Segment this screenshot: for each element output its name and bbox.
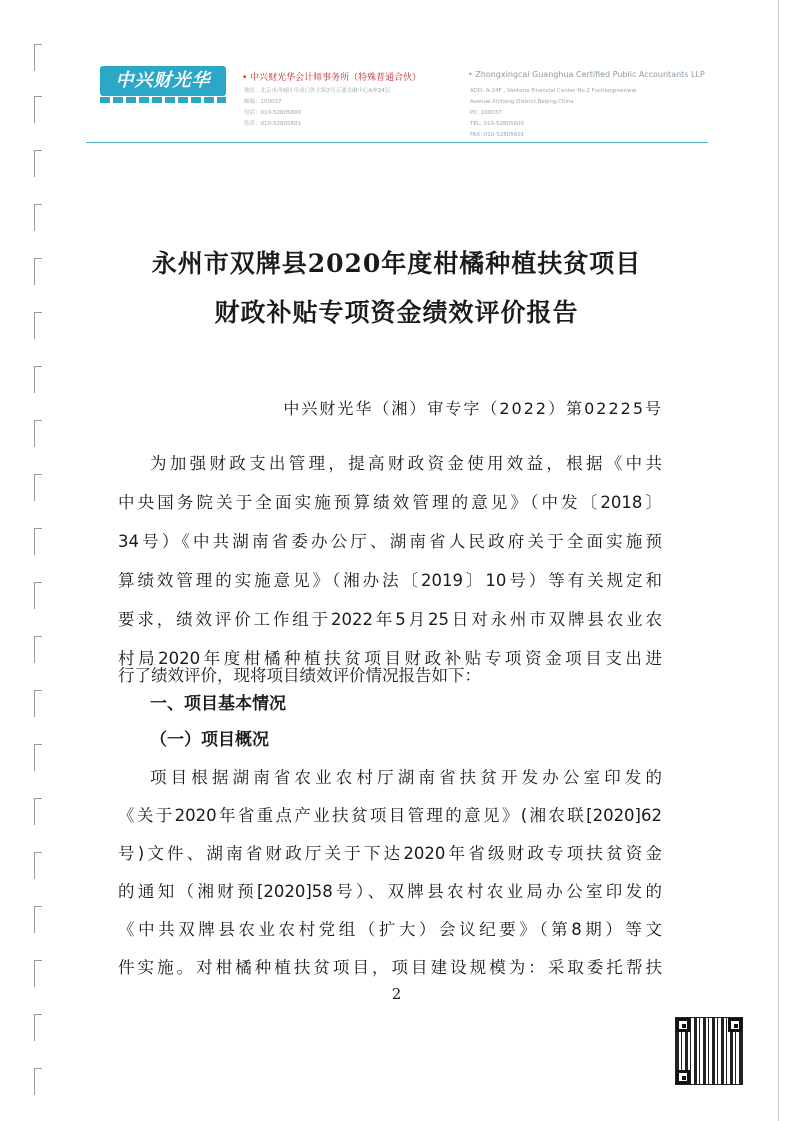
binding-mark — [34, 150, 42, 151]
binding-mark — [34, 636, 42, 637]
paragraph-line: 34号）《中共湖南省委办公厅、湖南省人民政府关于全面实施预 — [118, 532, 662, 551]
firm-logo-stripes — [100, 97, 226, 103]
qr-code[interactable] — [676, 1018, 742, 1084]
paragraph-line: 中央国务院关于全面实施预算绩效管理的意见》（中发〔2018〕 — [118, 493, 662, 512]
paragraph-line: 行了绩效评价，现将项目绩效评价情况报告如下： — [118, 666, 481, 685]
binding-mark — [34, 204, 42, 205]
firm-name-en: • Zhongxingcai Guanghua Certified Public Accountants LLP — [468, 70, 705, 79]
header-divider — [86, 142, 708, 143]
paragraph-line: 为加强财政支出管理，提高财政资金使用效益，根据《中共 — [150, 454, 662, 473]
letterhead-detail-line: FAX: 010-52805601 — [470, 132, 525, 138]
binding-mark — [34, 906, 42, 907]
letterhead-detail-line: PC: 100037 — [470, 110, 502, 116]
binding-mark — [34, 474, 42, 475]
letterhead-detail-line: Avenue,Xicheng District,Beijing,China — [470, 99, 574, 105]
firm-name-cn: • 中兴财光华会计师事务所（特殊普通合伙） — [242, 73, 422, 83]
binding-mark — [34, 528, 42, 529]
report-title-line-2: 财政补贴专项资金绩效评价报告 — [214, 298, 579, 327]
paragraph-line: 号)文件、湖南省财政厅关于下达2020年省级财政专项扶贫资金 — [118, 844, 662, 863]
letterhead-detail-line: 电话：010-52805600 — [244, 110, 301, 116]
paragraph-line: 件实施。对柑橘种植扶贫项目，项目建设规模为：采取委托帮扶 — [118, 958, 662, 977]
letterhead-detail-line: TEL: 010-52805600 — [470, 121, 524, 127]
report-title-line-1: 永州市双牌县2020年度柑橘种植扶贫项目 — [151, 249, 642, 278]
document-number: 中兴财光华（湘）审专字（2022）第02225号 — [283, 399, 663, 418]
binding-mark — [34, 798, 42, 799]
letterhead-detail-line: 邮编：100037 — [244, 99, 282, 105]
binding-mark — [34, 366, 42, 367]
letterhead-detail-line: 地址：北京市西城区阜成门外大街2号万通金融中心A座24层 — [244, 88, 391, 94]
page-edge-line — [778, 0, 779, 1121]
paragraph-line: 村局2020年度柑橘种植扶贫项目财政补贴专项资金项目支出进 — [118, 649, 662, 668]
letterhead-detail-line: ADD: A-24F , Vantone Financial Center No.2 Fuchengmenwai — [470, 88, 637, 94]
subsection-heading: （一）项目概况 — [150, 730, 269, 750]
paragraph-line: 《中共双牌县农业农村党组（扩大）会议纪要》（第8期）等文 — [118, 920, 662, 939]
binding-mark — [34, 960, 42, 961]
binding-mark — [34, 96, 42, 97]
qr-finder-pattern — [676, 1018, 690, 1032]
section-heading: 一、项目基本情况 — [150, 694, 286, 714]
paragraph-line: 《关于2020年省重点产业扶贫项目管理的意见》(湘农联[2020]62 — [118, 806, 662, 825]
letterhead-detail-line: 传真：010-52805601 — [244, 121, 301, 127]
binding-mark — [34, 852, 42, 853]
binding-mark — [34, 1014, 42, 1015]
qr-finder-pattern — [676, 1070, 690, 1084]
letterhead-details-cn — [244, 86, 390, 130]
qr-finder-pattern — [728, 1018, 742, 1032]
binding-mark — [34, 1068, 42, 1069]
binding-mark — [34, 744, 42, 745]
letterhead-details-en — [470, 86, 637, 141]
binding-mark — [34, 420, 42, 421]
paragraph-line: 的通知（湘财预[2020]58号）、双牌县农村农业局办公室印发的 — [118, 882, 662, 901]
paragraph-line: 项目根据湖南省农业农村厅湖南省扶贫开发办公室印发的 — [150, 768, 662, 787]
paragraph-line: 要求，绩效评价工作组于2022年5月25日对永州市双牌县农业农 — [118, 610, 662, 629]
binding-mark — [34, 690, 42, 691]
firm-logo: 中兴财光华 — [100, 66, 226, 96]
paragraph-line: 算绩效管理的实施意见》（湘办法〔2019〕10号）等有关规定和 — [118, 571, 662, 590]
binding-mark — [34, 582, 42, 583]
page-number: 2 — [391, 985, 402, 1003]
binding-mark — [34, 44, 42, 45]
